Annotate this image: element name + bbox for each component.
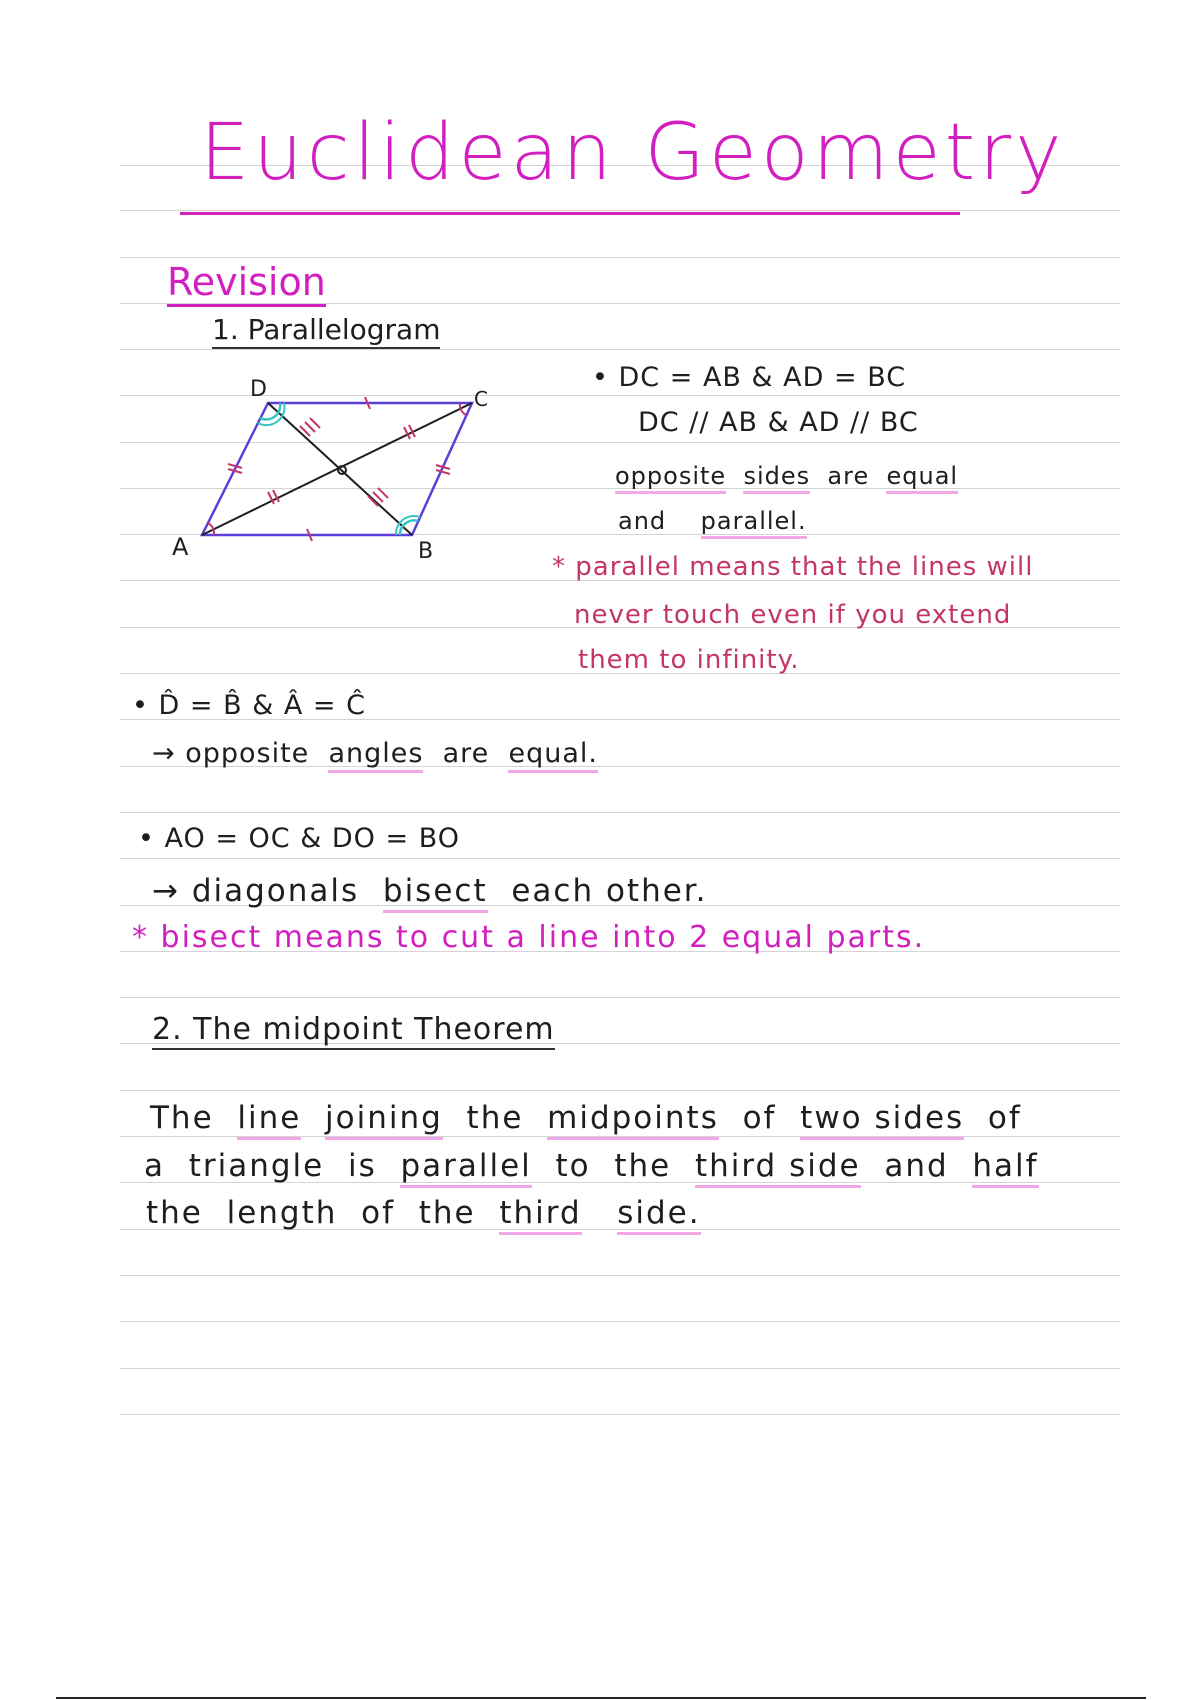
word: are [827, 462, 870, 490]
word: joining [325, 1100, 443, 1140]
rule-line [120, 210, 1120, 211]
fact-equal-sides: • DC = AB & AD = BC [592, 362, 907, 393]
word: third side [695, 1148, 861, 1188]
rule-line [120, 1321, 1120, 1322]
word: of [987, 1100, 1022, 1136]
fact-diagonals: • AO = OC & DO = BO [138, 823, 460, 854]
fact-parallel-sides: DC // AB & AD // BC [638, 407, 919, 438]
rule-line [120, 257, 1120, 258]
word: two sides [800, 1100, 964, 1140]
vertex-label-c: C [474, 387, 488, 411]
word: sides [743, 462, 810, 494]
fact-opposite-line [615, 462, 958, 490]
note-bisect: * bisect means to cut a line into 2 equal parts. [132, 920, 926, 955]
tick-mark [436, 470, 450, 474]
word: opposite [615, 462, 726, 494]
word: each other. [511, 873, 708, 909]
note-parallel-1: * parallel means that the lines will [552, 552, 1034, 582]
vertex-label-d: D [250, 377, 267, 402]
rule-line [120, 349, 1120, 350]
word: equal. [508, 738, 598, 773]
word: midpoints [547, 1100, 719, 1140]
word: The [150, 1100, 214, 1136]
vertex-label-a: A [172, 533, 189, 561]
word: equal [886, 462, 958, 494]
fact-opposite-angles: • D̂ = B̂ & Â = Ĉ [132, 690, 366, 721]
rule-line [120, 997, 1120, 998]
word: → opposite [152, 738, 310, 769]
angle-mark-c [460, 403, 466, 415]
word: is [347, 1148, 377, 1184]
word: and [884, 1148, 949, 1184]
rule-line [120, 858, 1120, 859]
diagonal-bd [268, 403, 412, 535]
word: the [146, 1195, 203, 1231]
section-heading: Revision [167, 260, 326, 307]
word: half [972, 1148, 1038, 1188]
word: are [442, 738, 490, 769]
fact-and-parallel-line [618, 507, 807, 535]
midpoint-heading: 2. The midpoint Theorem [152, 1012, 555, 1050]
midpoint-line-3 [146, 1195, 701, 1231]
word: line [237, 1100, 301, 1140]
word: of [361, 1195, 396, 1231]
word: side. [617, 1195, 700, 1235]
word: the [418, 1195, 476, 1231]
word: the [466, 1100, 524, 1136]
word: the [614, 1148, 672, 1184]
page-bottom-border [56, 1697, 1146, 1699]
rule-line [120, 1090, 1120, 1091]
word: parallel [400, 1148, 531, 1188]
word: and [618, 507, 667, 535]
note-parallel-3: them to infinity. [578, 645, 800, 675]
parallelogram-heading: 1. Parallelogram [212, 313, 440, 349]
rule-line [120, 1368, 1120, 1369]
note-parallel-2: never touch even if you extend [574, 600, 1012, 630]
page-title: Euclidean Geometry [200, 108, 1066, 198]
angle-mark-a [208, 523, 214, 535]
parallelogram-diagram [160, 370, 500, 570]
diagonal-ac [202, 403, 472, 535]
word: length [226, 1195, 338, 1231]
word: bisect [383, 873, 488, 913]
word: to [555, 1148, 591, 1184]
conclusion-diagonals [152, 873, 708, 909]
vertex-label-b: B [418, 539, 434, 564]
conclusion-opposite-angles [152, 738, 598, 769]
word: angles [328, 738, 423, 773]
word: parallel. [701, 507, 807, 539]
title-underline [180, 212, 960, 215]
word: triangle [188, 1148, 325, 1184]
rule-line [120, 1275, 1120, 1276]
word: a [144, 1148, 165, 1184]
word: → diagonals [152, 873, 360, 909]
rule-line [120, 1414, 1120, 1415]
word: third [499, 1195, 581, 1235]
word: of [742, 1100, 777, 1136]
rule-line [120, 812, 1120, 813]
midpoint-line-2 [144, 1148, 1039, 1184]
midpoint-line-1 [150, 1100, 1022, 1136]
